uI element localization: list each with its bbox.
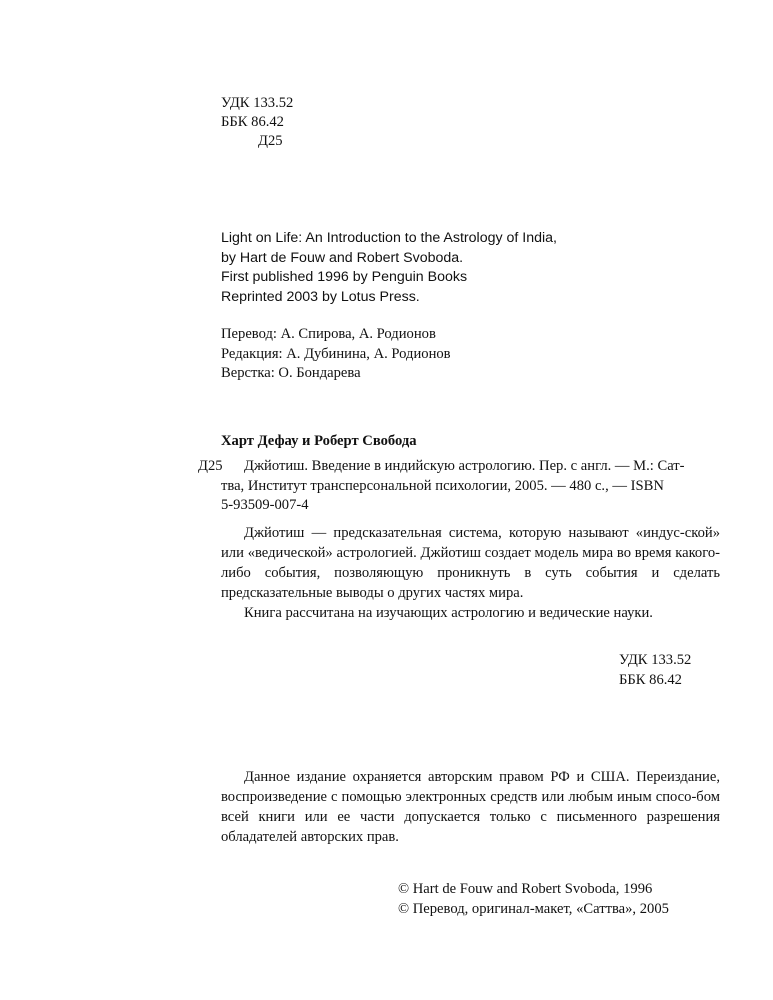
copyright-notice-text: Данное издание охраняется авторским правом РФ и США. Переиздание, воспроизведение с помощью электронных средств или любым иным спосо-бом всей книги или ее части допускается только с письменного разрешения обладателей авторских прав. [221, 769, 720, 845]
copyright-notice [221, 767, 720, 847]
first-published: First published 1996 by Penguin Books [221, 269, 468, 285]
bbk-code: ББК 86.42 [221, 114, 284, 130]
classification-codes-bottom [619, 650, 691, 690]
original-authors: by Hart de Fouw and Robert Svoboda. [221, 249, 464, 266]
classification-codes-top [221, 94, 293, 151]
copyright-translation: © Перевод, оригинал-макет, «Саттва», 2005 [398, 901, 669, 917]
biblio-line-1: Джйотиш. Введение в индийскую астрологию. Пер. с англ. — М.: Сат- [244, 458, 685, 474]
original-edition-info [221, 229, 557, 307]
biblio-line-2: тва, Институт трансперсональной психологии, 2005. — 480 с., — ISBN [221, 477, 664, 494]
biblio-code: Д25 [198, 458, 223, 474]
book-authors: Харт Дефау и Роберт Свобода [221, 433, 417, 449]
annotation-paragraph-2: Книга рассчитана на изучающих астрологию и ведические науки. [244, 605, 653, 621]
biblio-line-3: 5-93509-007-4 [221, 497, 309, 513]
bibliographic-description [198, 457, 720, 516]
reprinted: Reprinted 2003 by Lotus Press. [221, 288, 420, 305]
annotation-paragraph-1: Джйотиш — предсказательная система, которую называют «индус-ской» или «ведической» астрологией. Джйотиш создает модель мира во время какого-либо события, позволяющую проникнуть в суть события и сделать предсказательные выводы о других частях мира. [221, 525, 720, 601]
translation-credit: Перевод: А. Спирова, А. Родионов [221, 326, 436, 342]
author-code: Д25 [258, 133, 283, 149]
editing-credit: Редакция: А. Дубинина, А. Родионов [221, 345, 451, 362]
copyright-lines [398, 879, 669, 919]
copyright-original: © Hart de Fouw and Robert Svoboda, 1996 [398, 881, 653, 897]
udk-code: УДК 133.52 [221, 95, 294, 111]
udk-code-bottom: УДК 133.52 [619, 652, 692, 668]
original-title: Light on Life: An Introduction to the Astrology of India, [221, 230, 557, 246]
annotation [221, 523, 720, 623]
credits [221, 325, 451, 384]
layout-credit: Верстка: О. Бондарева [221, 365, 361, 381]
bbk-code-bottom: ББК 86.42 [619, 672, 682, 688]
